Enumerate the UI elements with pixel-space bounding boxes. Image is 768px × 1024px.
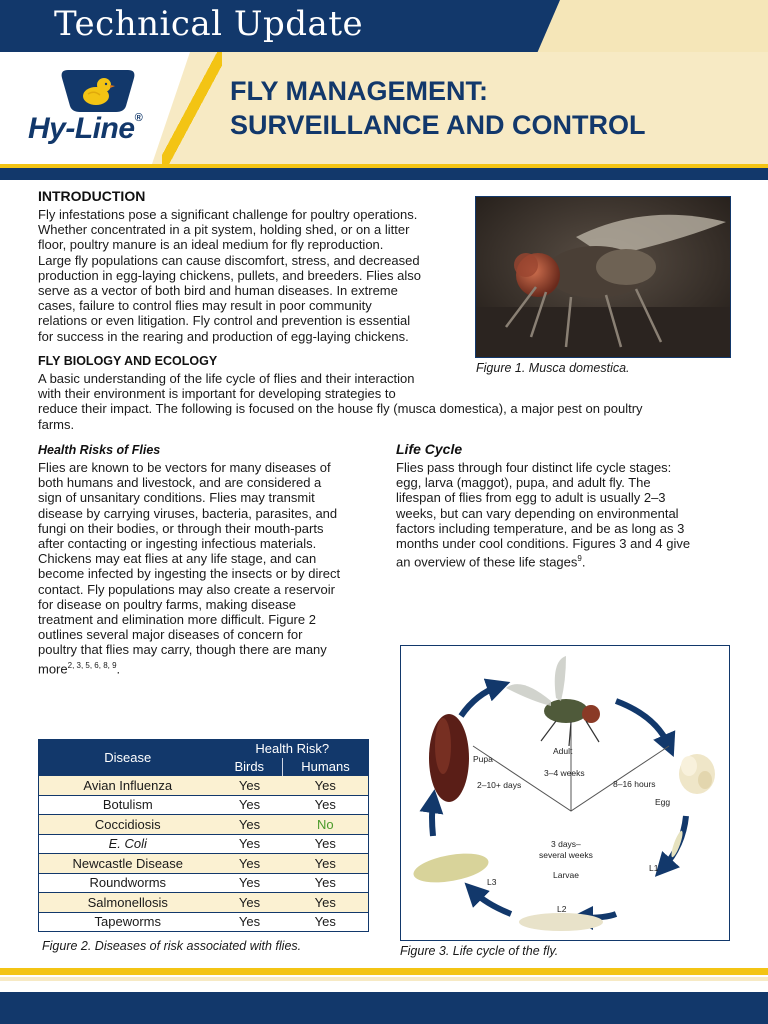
table-header-humans: Humans (283, 758, 369, 776)
biology-paragraph: A basic understanding of the life cycle of flies and their interaction with their environment is important for developing strategies to reduce their impact. The following is focused on the house fly (musca domestica), a major pest on poultry farms. (38, 371, 643, 432)
arrow-l3-to-pupa (432, 801, 433, 836)
figure-1-house-fly-photo (475, 196, 731, 358)
biology-heading: FLY BIOLOGY AND ECOLOGY (38, 354, 218, 368)
header-accent-slash (162, 52, 222, 164)
page-title (230, 74, 646, 142)
table-row: Tapeworms Yes Yes (39, 912, 369, 932)
arrow-adult-to-egg (616, 701, 669, 746)
adult-label: Adult (553, 746, 573, 756)
life-cycle-heading: Life Cycle (396, 441, 463, 457)
intro-paragraph: Fly infestations pose a significant challenge for poultry operations. Whether concentrated in a pit system, holding shed, or on a litter floor, poultry manure is an ideal medium for fly reproduction. Large fly populations can cause discomfort, stress, and decreased production in egg-laying chickens, pullets, and breeders. Flies also serve as a vector of both bird and human diseases. In extreme cases, failure to control flies may result in poor community relations or even litigation. Fly control and prevention is essential for success in the rearing and production of egg-laying chickens. (38, 207, 421, 344)
brand-logo-text: Hy-Line® (28, 112, 143, 145)
egg-cluster-icon (679, 754, 715, 794)
table-header-health-risk: Health Risk? (217, 740, 369, 758)
larvae-label: Larvae (553, 870, 579, 880)
health-risks-heading: Health Risks of Flies (38, 443, 161, 457)
life-cycle-paragraph: Flies pass through four distinct life cycle stages: egg, larva (maggot), pupa, and adult fly. The lifespan of flies from egg to adult is usually 2–3 weeks, but can vary depending on environmental factors including temperature, and be as long as 3 months under cool conditions. Figures 3 and 4 give an overview of these life stages$^9$. (396, 460, 691, 570)
table-row: Salmonellosis Yes Yes (39, 893, 369, 913)
l3-label: L3 (487, 877, 497, 887)
adult-fly-icon (506, 656, 600, 746)
disease-risk-table (38, 739, 369, 932)
arrow-pupa-to-adult (461, 686, 499, 716)
figure-3-life-cycle-diagram (400, 645, 730, 941)
table-row: E. Coli Yes Yes (39, 834, 369, 854)
figure-1-caption: Figure 1. Musca domestica. (476, 361, 630, 375)
footer-gold-rule (0, 968, 768, 975)
pupa-duration: 2–10+ days (477, 780, 522, 790)
banner-title: Technical Update (54, 4, 364, 44)
table-row: Roundworms Yes Yes (39, 873, 369, 893)
larvae-duration-line2: several weeks (539, 850, 593, 860)
page-title-line1: FLY MANAGEMENT: (230, 76, 489, 106)
larva-l3-icon (411, 849, 490, 888)
adult-duration: 3–4 weeks (544, 768, 585, 778)
table-header-birds: Birds (217, 758, 283, 776)
footer-navy-band (0, 992, 768, 1024)
table-row: Coccidiosis Yes No (39, 815, 369, 835)
page-title-line2: SURVEILLANCE AND CONTROL (230, 110, 646, 140)
footer-cream-rule (0, 977, 768, 981)
intro-heading: INTRODUCTION (38, 188, 146, 204)
health-risks-paragraph: Flies are known to be vectors for many diseases of both humans and livestock, and are considered a sign of unsanitary conditions. Flies may transmit disease by carrying viruses, bacteria, parasites, and fungi on their bodies, or through their mouth-parts after contacting or ingesting infectious materials. Chickens may eat flies at any life stage, and can become infected by ingesting the insects or by direct contact. Fly populations may also create a reservoir for disease on poultry farms, making disease treatment and elimination more difficult. Figure 2 outlines several major diseases of concern for poultry that flies may carry, though there are many more$^{2, 3, 5, 6, 8, 9}$. (38, 460, 341, 676)
header-navy-rule (0, 168, 768, 180)
egg-duration: 8–16 hours (613, 779, 656, 789)
l1-label: L1 (649, 863, 659, 873)
table-row: Avian Influenza Yes Yes (39, 776, 369, 796)
l2-label: L2 (557, 904, 567, 914)
table-row: Newcastle Disease Yes Yes (39, 854, 369, 874)
table-header-disease: Disease (39, 740, 217, 776)
arrow-egg-to-larva (663, 816, 686, 868)
figure-2-caption: Figure 2. Diseases of risk associated with flies. (42, 939, 302, 953)
pupa-label: Pupa (473, 754, 493, 764)
figure-3-caption: Figure 3. Life cycle of the fly. (400, 944, 559, 958)
chick-logo-icon (58, 68, 138, 114)
arrow-l2-to-l3 (473, 891, 511, 914)
egg-label: Egg (655, 797, 671, 807)
larva-l2-icon (519, 913, 603, 931)
larvae-duration-line1: 3 days– (551, 839, 581, 849)
table-row: Botulism Yes Yes (39, 795, 369, 815)
